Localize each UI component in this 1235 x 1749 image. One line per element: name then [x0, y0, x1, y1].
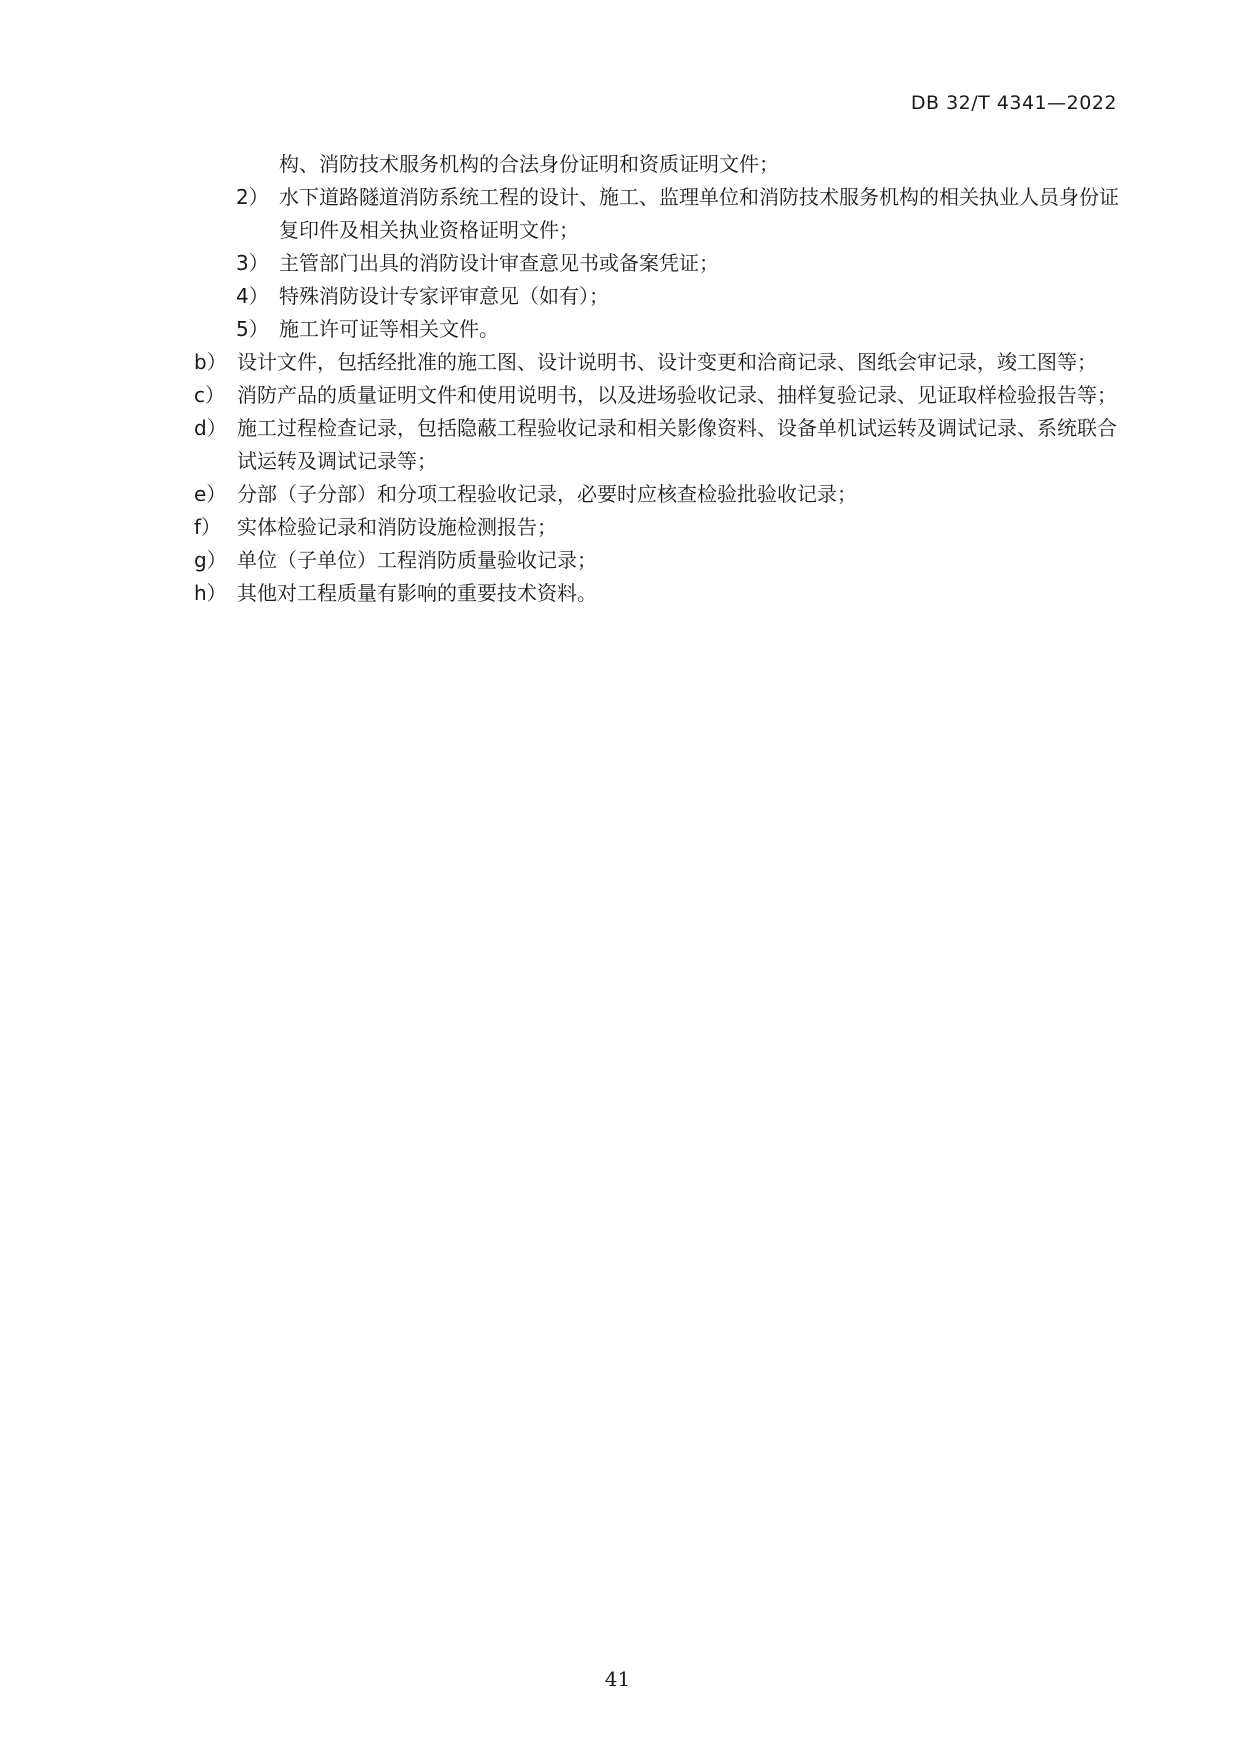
- sub-item-text: 特殊消防设计专家评审意见（如有）；: [279, 284, 609, 308]
- sub-item-text: 施工许可证等相关文件。: [279, 317, 499, 341]
- sub-item-marker: 3）: [236, 251, 269, 275]
- document-code-header: DB 32/T 4341—2022: [910, 92, 1117, 114]
- list-item-c: [194, 379, 1120, 412]
- list-item-marker: c）: [194, 383, 225, 407]
- sub-item-continuation: [279, 148, 1120, 181]
- sub-item-marker: 2）: [236, 185, 269, 209]
- list-item-marker: f）: [194, 515, 222, 539]
- sub-item-marker: 5）: [236, 317, 269, 341]
- sub-item-5: [236, 313, 1120, 346]
- list-item-f: [194, 511, 1120, 544]
- sub-item-text: 主管部门出具的消防设计审查意见书或备案凭证；: [279, 251, 719, 275]
- document-body: [0, 148, 1235, 610]
- list-item-h: [194, 577, 1120, 610]
- list-item-text: 实体检验记录和消防设施检测报告；: [237, 515, 557, 539]
- list-item-marker: b）: [194, 350, 227, 374]
- sub-item-2: [236, 181, 1120, 247]
- continuation-text: 构、消防技术服务机构的合法身份证明和资质证明文件；: [279, 152, 779, 176]
- list-item-text: 分部（子分部）和分项工程验收记录，必要时应核查检验批验收记录；: [237, 482, 857, 506]
- page-number: 41: [604, 1667, 631, 1691]
- sub-item-4: [236, 280, 1120, 313]
- list-item-d: [194, 412, 1120, 478]
- list-item-text: 其他对工程质量有影响的重要技术资料。: [237, 581, 597, 605]
- sub-item-3: [236, 247, 1120, 280]
- list-item-marker: e）: [194, 482, 227, 506]
- list-item-marker: d）: [194, 416, 227, 440]
- sub-item-marker: 4）: [236, 284, 269, 308]
- list-item-marker: h）: [194, 581, 227, 605]
- sub-item-text: 水下道路隧道消防系统工程的设计、施工、监理单位和消防技术服务机构的相关执业人员身份证复印件及相关执业资格证明文件；: [279, 185, 1119, 242]
- list-item-text: 施工过程检查记录，包括隐蔽工程验收记录和相关影像资料、设备单机试运转及调试记录、系统联合试运转及调试记录等；: [237, 416, 1117, 473]
- list-item-e: [194, 478, 1120, 511]
- list-item-b: [194, 346, 1120, 379]
- list-item-g: [194, 544, 1120, 577]
- list-item-marker: g）: [194, 548, 227, 572]
- list-item-text: 消防产品的质量证明文件和使用说明书，以及进场验收记录、抽样复验记录、见证取样检验报告等；: [237, 383, 1117, 407]
- list-item-text: 单位（子单位）工程消防质量验收记录；: [237, 548, 597, 572]
- list-item-text: 设计文件，包括经批准的施工图、设计说明书、设计变更和洽商记录、图纸会审记录，竣工图等；: [237, 350, 1097, 374]
